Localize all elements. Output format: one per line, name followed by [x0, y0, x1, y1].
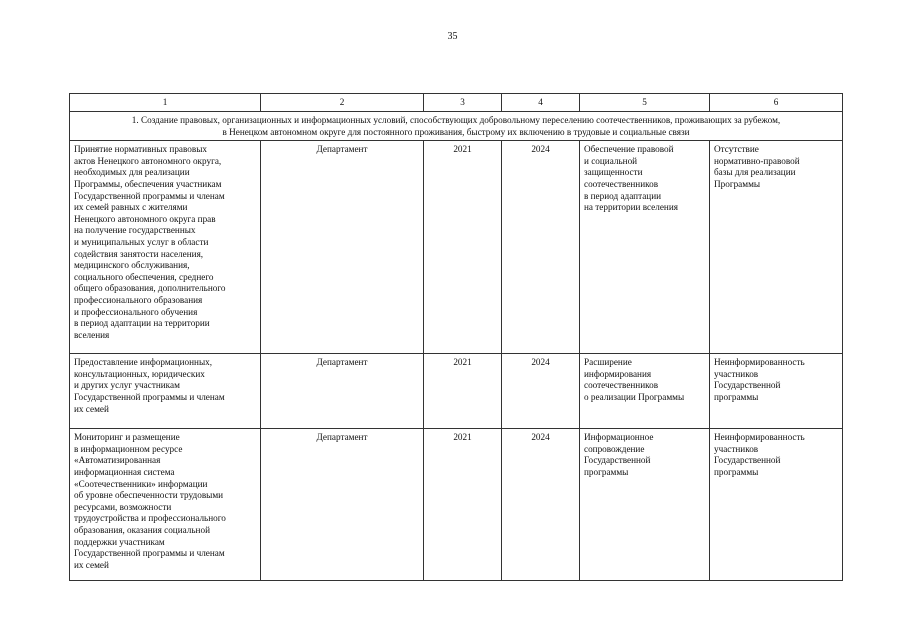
program-table: [69, 93, 843, 581]
table-row: [70, 141, 843, 354]
section-title-line-2: в Ненецком автономном округе для постоянного проживания, быстрому их включению в трудовые и социальные связи: [222, 126, 690, 137]
start-year-cell: 2021: [424, 429, 502, 581]
start-year-cell: 2021: [424, 354, 502, 429]
column-header-3: 3: [424, 94, 502, 112]
consequence-cell: Неинформированность участников Государственной программы: [710, 354, 843, 429]
executor-cell: Департамент: [261, 354, 424, 429]
executor-cell: Департамент: [261, 429, 424, 581]
end-year-cell: 2024: [502, 141, 580, 354]
end-year-cell: 2024: [502, 429, 580, 581]
section-title: [70, 112, 843, 141]
measure-cell: Принятие нормативных правовых актов Ненецкого автономного округа, необходимых для реализации Программы, обеспечения участникам Государственной программы и членам их семей равных с жителями Ненецкого автономного округа прав на получение государственных и муниципальных услуг в области содействия занятости населения, медицинского обслуживания, социального обеспечения, среднего общего образования, дополнительного профессионального образования и профессионального обучения в период адаптации на территории вселения: [70, 141, 261, 354]
column-header-1: 1: [70, 94, 261, 112]
column-header-5: 5: [580, 94, 710, 112]
column-header-4: 4: [502, 94, 580, 112]
measure-cell: Предоставление информационных, консультационных, юридических и других услуг участникам Государственной программы и членам их семей: [70, 354, 261, 429]
executor-cell: Департамент: [261, 141, 424, 354]
consequence-cell: Отсутствие нормативно-правовой базы для реализации Программы: [710, 141, 843, 354]
measure-cell: Мониторинг и размещение в информационном ресурсе «Автоматизированная информационная система «Соотечественники» информации об уровне обеспеченности трудовыми ресурсами, возможности трудоустройства и профессионального образования, оказания социальной поддержки участникам Государственной программы и членам их семей: [70, 429, 261, 581]
column-number-row: [70, 94, 843, 112]
table-row: [70, 354, 843, 429]
result-cell: Расширение информирования соотечественников о реализации Программы: [580, 354, 710, 429]
result-cell: Информационное сопровождение Государственной программы: [580, 429, 710, 581]
end-year-cell: 2024: [502, 354, 580, 429]
start-year-cell: 2021: [424, 141, 502, 354]
page-number: 35: [447, 31, 458, 42]
section-row: [70, 112, 843, 141]
consequence-cell: Неинформированность участников Государственной программы: [710, 429, 843, 581]
table-row: [70, 429, 843, 581]
result-cell: Обеспечение правовой и социальной защищенности соотечественников в период адаптации на территории вселения: [580, 141, 710, 354]
section-title-line-1: 1. Создание правовых, организационных и информационных условий, способствующих добровольному переселению соотечественников, проживающих за рубежом,: [131, 115, 781, 125]
column-header-6: 6: [710, 94, 843, 112]
column-header-2: 2: [261, 94, 424, 112]
